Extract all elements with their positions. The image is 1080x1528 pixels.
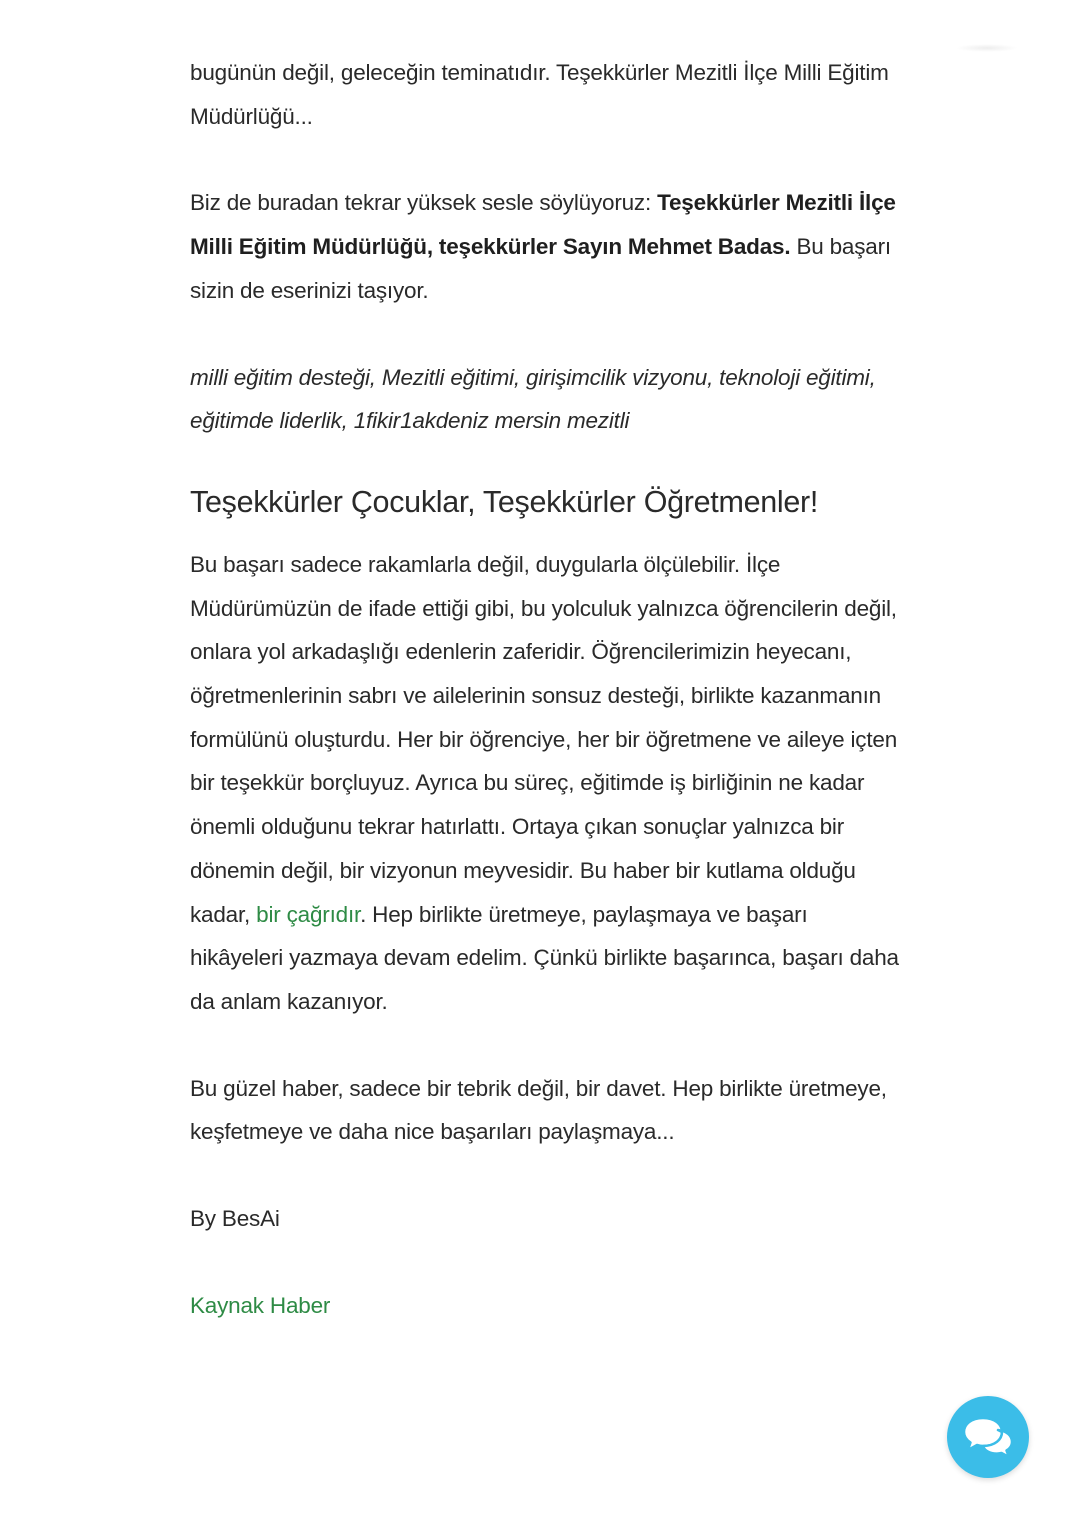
byline: By BesAi	[190, 1206, 280, 1232]
paragraph-thanks-lead: Biz de buradan tekrar yüksek sesle söylüyoruz:	[190, 190, 658, 216]
source-paragraph	[190, 1284, 900, 1328]
source-link[interactable]: Kaynak Haber	[190, 1292, 331, 1318]
paragraph-success-text: Bu başarı sadece rakamlarla değil, duygularla ölçülebilir. İlçe Müdürümüzün de ifade ettiği gibi, bu yolculuk yalnızca öğrencilerin değil, onlara yol arkadaşlığı edenlerin zaferidir. Öğrencilerimizin heyecanı, öğretmenlerinin sabrı ve ailelerinin sonsuz desteği, birlikte kazanmanın formülünü oluşturdu. Her bir öğrenciye, her bir öğretmene ve aileye içten bir teşekkür borçluyuz. Ayrıca bu süreç, eğitimde iş birliğinin ne kadar önemli olduğunu tekrar hatırlattı. Ortaya çıkan sonuçlar yalnızca bir dönemin değil, bir vizyonun meyvesidir. Bu haber bir kutlama olduğu kadar,	[190, 551, 898, 927]
paragraph-success-text-end: . Hep birlikte üretmeye, paylaşmaya ve başarı hikâyeleri yazmaya devam edelim. Çünkü birlikte başarınca, başarı daha da anlam kazanıyor.	[190, 901, 899, 1014]
chat-bubbles-icon	[961, 1414, 1015, 1460]
scroll-shadow	[956, 44, 1018, 52]
paragraph-success	[190, 543, 900, 1024]
paragraph-teminat: bugünün değil, geleceğin teminatıdır. Teşekkürler Mezitli İlçe Milli Eğitim Müdürlüğü...	[190, 60, 889, 129]
inline-link-cagri[interactable]: bir çağrıdır	[256, 901, 361, 927]
paragraph-invitation: Bu güzel haber, sadece bir tebrik değil, bir davet. Hep birlikte üretmeye, keşfetmeye ve daha nice başarıları paylaşmaya...	[190, 1075, 887, 1145]
paragraph-thanks-bold: Teşekkürler Mezitli İlçe Milli Eğitim Müdürlüğü, teşekkürler Sayın Mehmet Badas.	[190, 190, 896, 260]
paragraph-thanks-tail: Bu başarı sizin de eserinizi taşıyor.	[190, 234, 891, 303]
article-body	[190, 51, 900, 1370]
section-heading: Teşekkürler Çocuklar, Teşekkürler Öğretmenler!	[190, 484, 819, 519]
paragraph-thanks	[190, 181, 900, 312]
article-tags: milli eğitim desteği, Mezitli eğitimi, girişimcilik vizyonu, teknoloji eğitimi, eğitimde liderlik, 1fikir1akdeniz mersin mezitli	[190, 364, 876, 434]
chat-button[interactable]	[947, 1396, 1029, 1478]
